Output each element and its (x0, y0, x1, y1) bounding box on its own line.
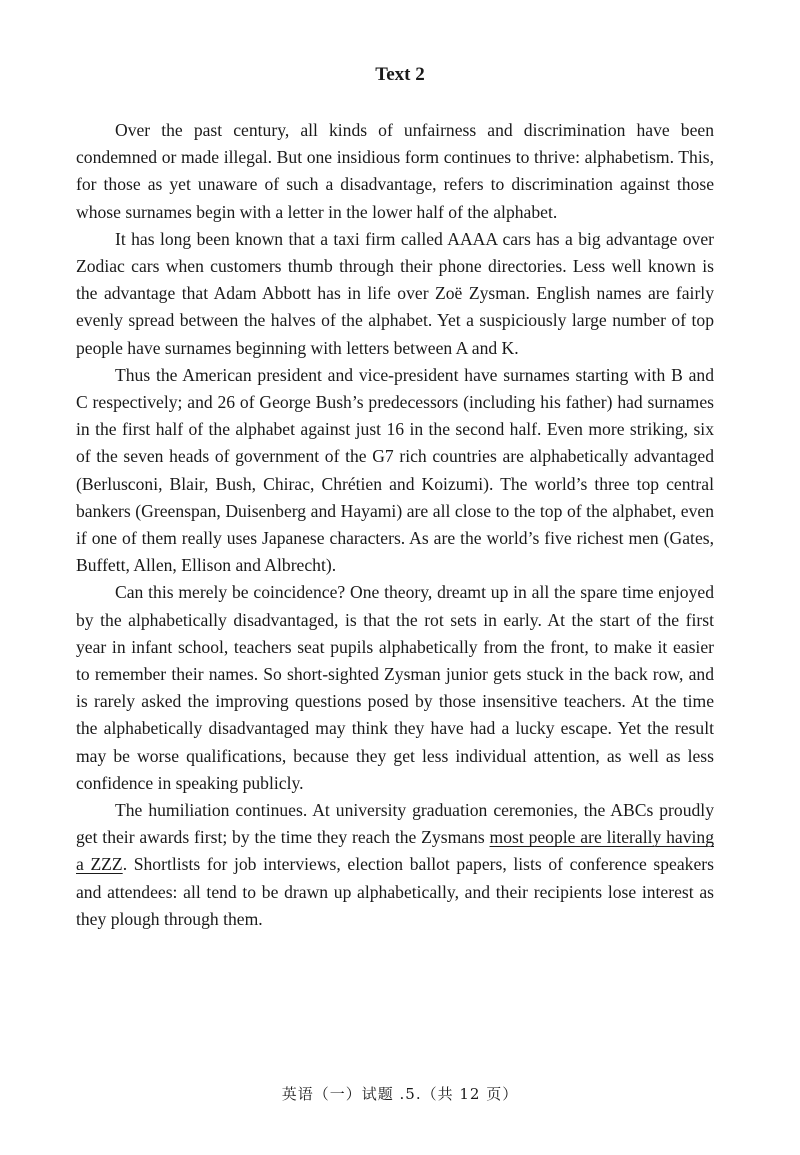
underlined-phrase: most people are literally having a ZZZ (76, 827, 714, 875)
paragraph-5-start: The humiliation continues. At university graduation ceremonies, the ABCs proudly get their awards first; by the time they reach the Zysmans (76, 800, 714, 848)
paragraph-3: Thus the American president and vice-president have surnames starting with B and C respectively; and 26 of George Bush’s predecessors (including his father) had surnames in the first half of the alphabet against just 16 in the second half. Even more striking, six of the seven heads of government of the G7 rich countries are alphabetically advantaged (Berlusconi, Blair, Bush, Chirac, Chrétien and Koizumi). The world’s three top central bankers (Greenspan, Duisenberg and Hayami) are all close to the top of the alphabet, even if one of them really uses Japanese characters. As are the world’s five richest men (Gates, Buffett, Allen, Ellison and Albrecht). (76, 364, 714, 576)
paragraph-1: Over the past century, all kinds of unfairness and discrimination have been condemned or made illegal. But one insidious form continues to thrive: alphabetism. This, for those as yet unaware of such a disadvantage, refers to discrimination against those whose surnames begin with a letter in the lower half of the alphabet. (76, 120, 714, 222)
paragraph-5-end: . Shortlists for job interviews, election ballot papers, lists of conference speakers and attendees: all tend to be drawn up alphabetically, and their recipients lose interest as they plough through them. (76, 854, 714, 929)
paragraph-2: It has long been known that a taxi firm called AAAA cars has a big advantage over Zodiac cars when customers thumb through their phone directories. Less well known is the advantage that Adam Abbott has in life over Zoë Zysman. English names are fairly evenly spread between the halves of the alphabet. Yet a suspiciously large number of top people have surnames beginning with letters between A and K. (76, 228, 714, 358)
paragraph-4: Can this merely be coincidence? One theory, dreamt up in all the spare time enjoyed by the alphabetically disadvantaged, is that the rot sets in early. At the start of the first year in infant school, teachers seat pupils alphabetically from the front, to make it easier to remember their names. So short-sighted Zysman junior gets stuck in the back row, and is rarely asked the improving questions posed by those insensitive teachers. At the time the alphabetically disadvantaged may think they have had a lucky escape. Yet the result may be worse qualifications, because they get less individual attention, as well as less confidence in speaking publicly. (76, 582, 714, 793)
paragraph-5 (76, 797, 714, 933)
text-title: Text 2 (375, 64, 425, 85)
page-footer: 英语（一）试题 .5.（共 12 页） (281, 1085, 519, 1103)
passage-body (76, 117, 714, 933)
